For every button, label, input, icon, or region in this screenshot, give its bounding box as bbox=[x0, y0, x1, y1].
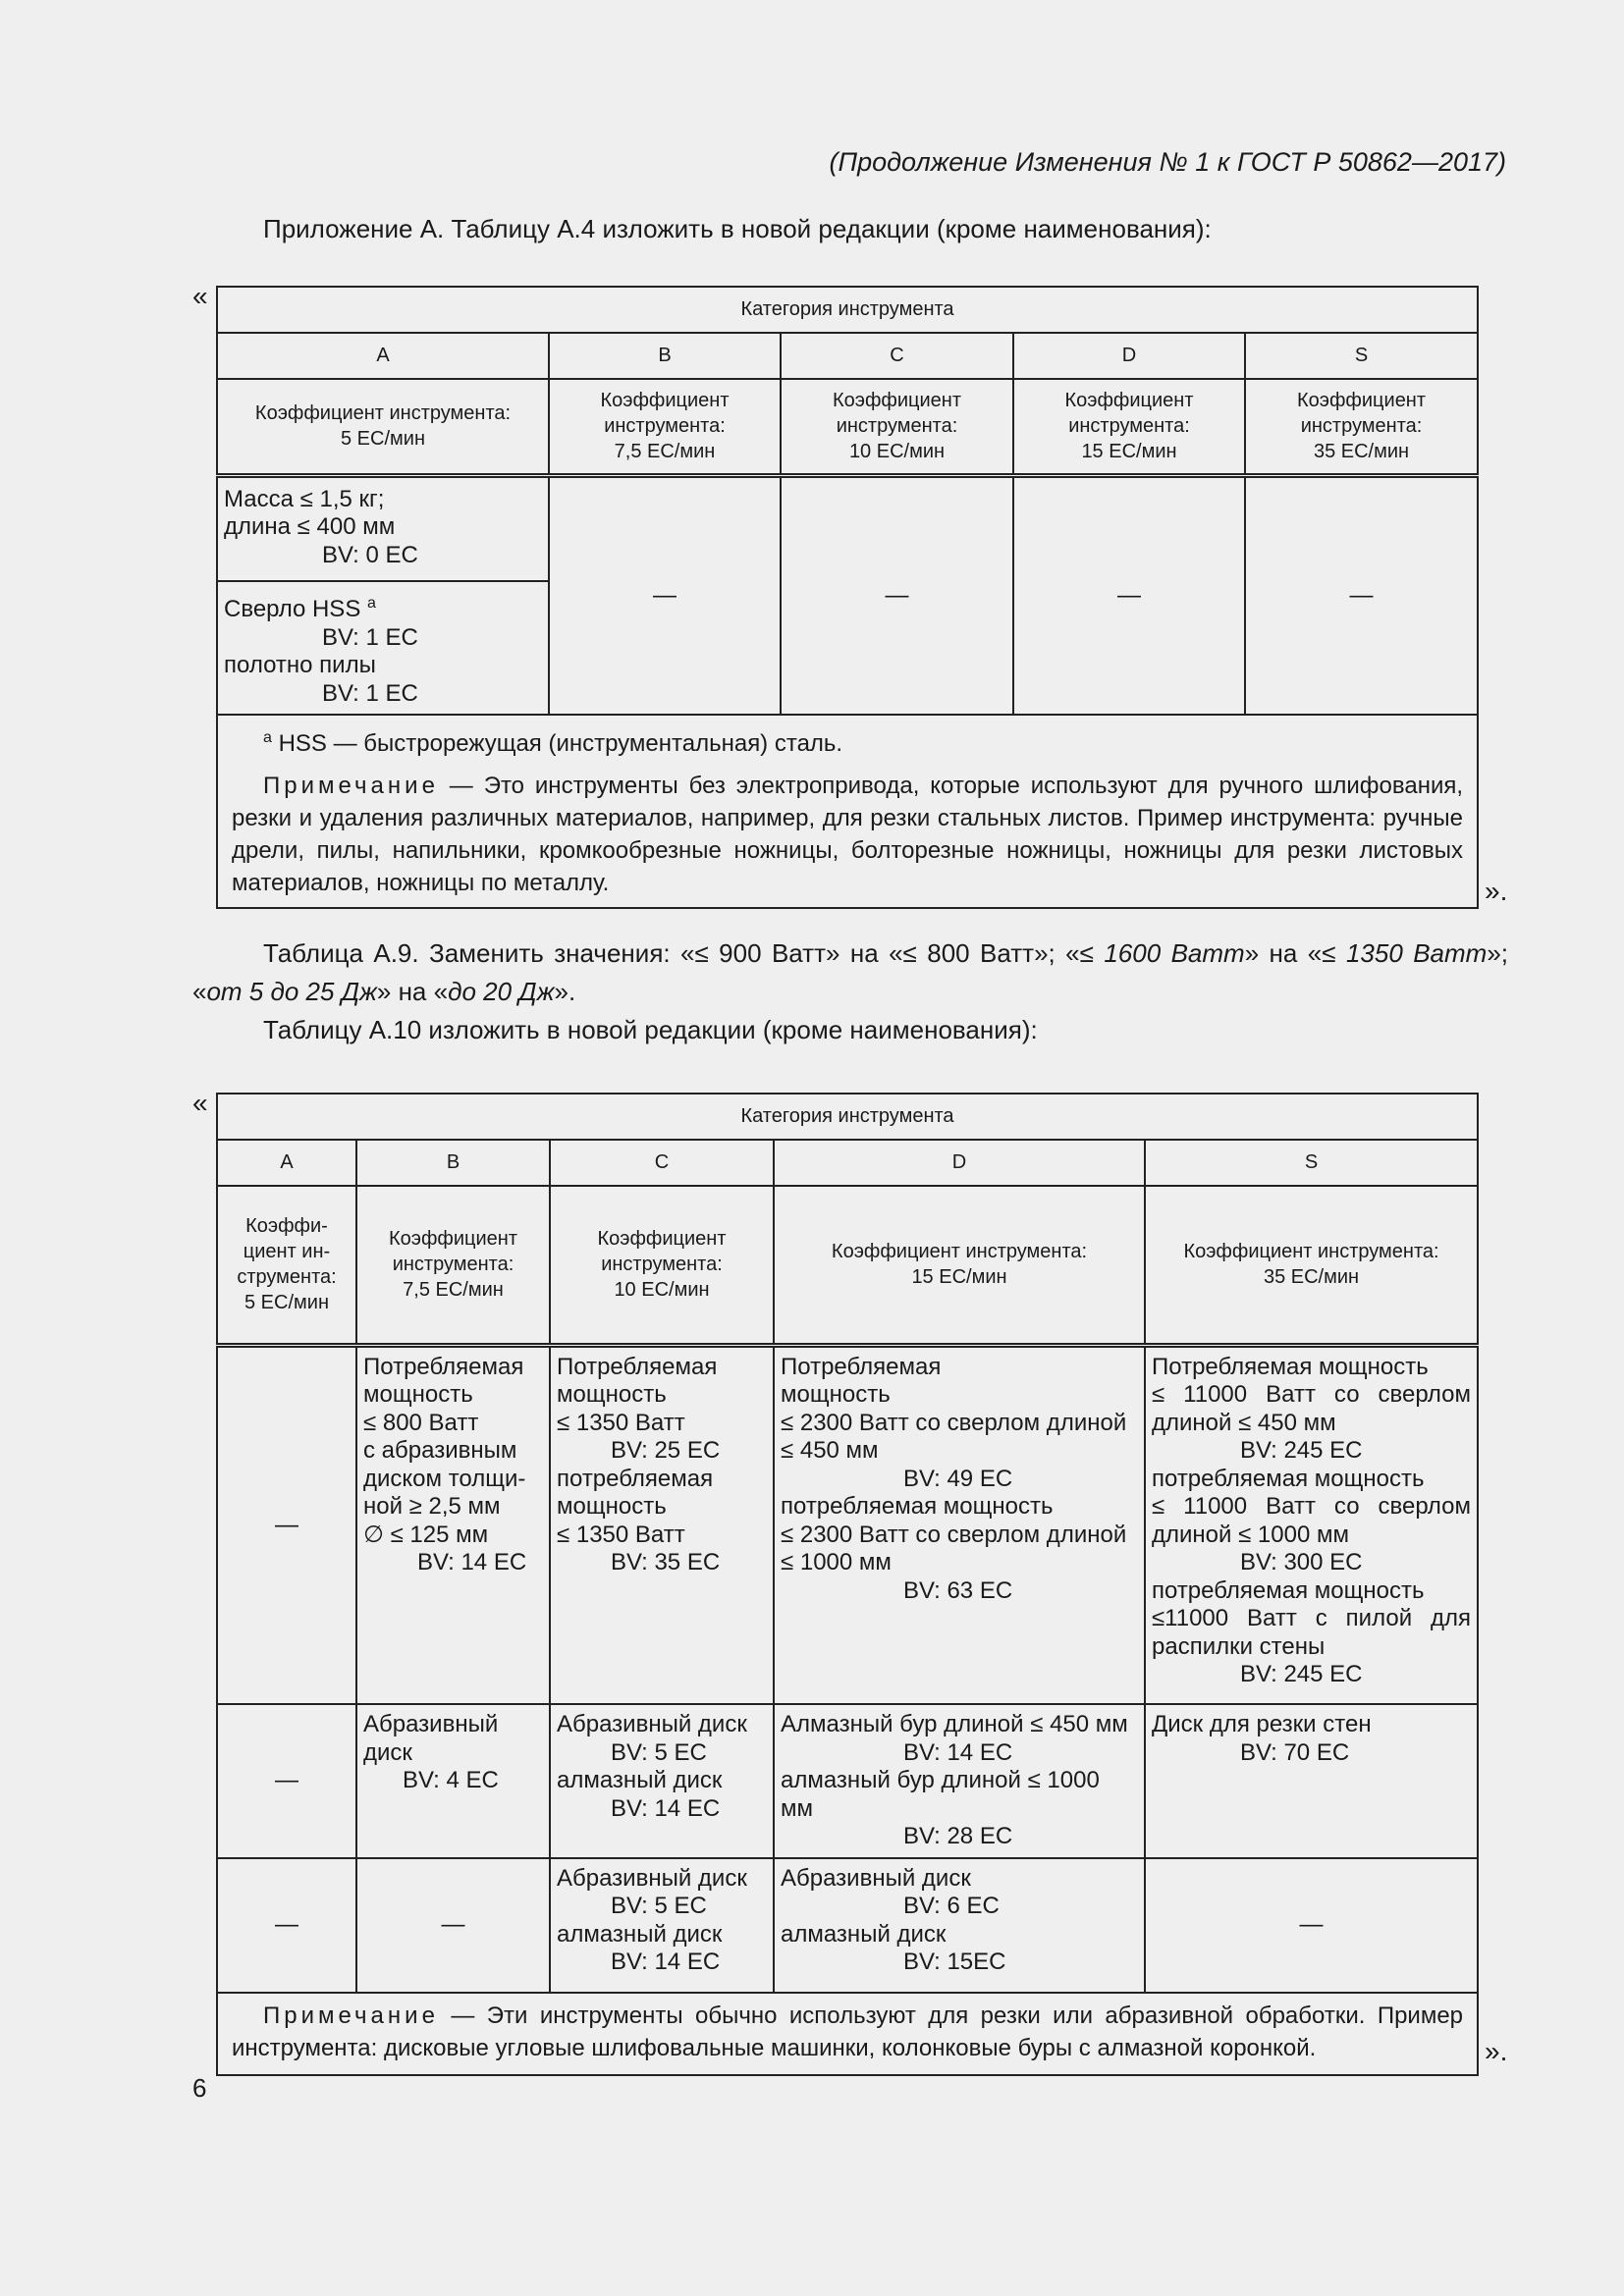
table-a10 bbox=[216, 1093, 1479, 2076]
dash-cell-d: — bbox=[1013, 475, 1245, 715]
quote-open-a10: « bbox=[192, 1088, 208, 1118]
r2-dash-a: — bbox=[217, 1704, 356, 1858]
coef-b: Коэффициент инструмента: 7,5 ЕС/мин bbox=[356, 1186, 550, 1345]
category-letter-d: D bbox=[774, 1140, 1145, 1186]
coef-d: Коэффициент инструмента: 15 ЕС/мин bbox=[1013, 379, 1245, 475]
coef-s: Коэффициент инструмента: 35 ЕС/мин bbox=[1245, 379, 1478, 475]
r3-dash-a: — bbox=[217, 1858, 356, 1993]
r3-dash-s: — bbox=[1145, 1858, 1478, 1993]
r1-dash-a: — bbox=[217, 1345, 356, 1704]
r1-cell-c: Потребляемая мощность ≤ 1350 Ватт BV: 25 ЕС потребляемая мощность ≤ 1350 Ватт BV: 35 ЕС bbox=[550, 1345, 774, 1704]
category-letter-a: A bbox=[217, 333, 549, 379]
category-letter-b: B bbox=[549, 333, 781, 379]
paragraph-a9: Таблица А.9. Заменить значения: «≤ 900 Ватт» на «≤ 800 Ватт»; «≤ 1600 Ватт» на «≤ 1350 Ватт»; «от 5 до 25 Дж» на «до 20 Дж». bbox=[192, 938, 1508, 1006]
coef-a: Коэффи- циент ин- струмента: 5 ЕС/мин bbox=[217, 1186, 356, 1345]
dash-cell-s: — bbox=[1245, 475, 1478, 715]
note-a10: Примечание — Эти инструменты обычно используют для резки или абразивной обработки. Пример инструмента: дисковые угловые шлифовальные машинки, колонковые буры с алмазной коронкой. bbox=[232, 2002, 1464, 2061]
category-letter-s: S bbox=[1145, 1140, 1478, 1186]
row-drill-cell: Сверло HSS $^a$ BV: 1 ЕС полотно пилы BV: 1 ЕС bbox=[217, 581, 549, 715]
running-header: (Продолжение Изменения № 1 к ГОСТ Р 50862—2017) bbox=[829, 147, 1506, 177]
note-cell-a4 bbox=[217, 715, 1478, 908]
r3-cell-c: Абразивный диск BV: 5 ЕС алмазный диск BV: 14 ЕС bbox=[550, 1858, 774, 1993]
r3-cell-d: Абразивный диск BV: 6 ЕС алмазный диск BV: 15ЕС bbox=[774, 1858, 1145, 1993]
note-a4: Примечание — Это инструменты без электропривода, которые используют для ручного шлифования, резки и удаления различных материалов, например, для резки стальных листов. Пример инструмента: ручные дрели, пилы, напильники, кромкообрезные ножницы, болторезные ножницы, ножницы для резки листовых материалов, ножницы по металлу. bbox=[232, 773, 1464, 896]
coef-s: Коэффициент инструмента: 35 ЕС/мин bbox=[1145, 1186, 1478, 1345]
r2-cell-c: Абразивный диск BV: 5 ЕС алмазный диск BV: 14 ЕС bbox=[550, 1704, 774, 1858]
coef-c: Коэффициент инструмента: 10 ЕС/мин bbox=[781, 379, 1013, 475]
quote-close-a4: ». bbox=[1485, 876, 1508, 906]
category-letter-a: A bbox=[217, 1140, 356, 1186]
r1-cell-b: Потребляемая мощность ≤ 800 Ватт с абразивным диском толщи- ной ≥ 2,5 мм ∅ ≤ 125 мм BV: 14 ЕС bbox=[356, 1345, 550, 1704]
quote-open-a4: « bbox=[192, 281, 208, 311]
page-number: 6 bbox=[192, 2073, 207, 2103]
intro-paragraph-a10: Таблицу А.10 изложить в новой редакции (кроме наименования): bbox=[263, 1015, 1038, 1044]
r1-cell-s: Потребляемая мощность ≤ 11000 Ватт со сверлом длиной ≤ 450 мм BV: 245 ЕС потребляемая мощность ≤ 11000 Ватт со сверлом длиной ≤ 1000 мм BV: 300 ЕС потребляемая мощность ≤11000 Ватт с пилой для распилки стены BV: 245 ЕС bbox=[1145, 1345, 1478, 1704]
r1-cell-d: Потребляемая мощность ≤ 2300 Ватт со сверлом длиной ≤ 450 мм BV: 49 ЕС потребляемая мощность ≤ 2300 Ватт со сверлом длиной ≤ 1000 мм BV: 63 ЕС bbox=[774, 1345, 1145, 1704]
category-letter-b: B bbox=[356, 1140, 550, 1186]
dash-cell-b: — bbox=[549, 475, 781, 715]
footnote-a4: $^a$ HSS — быстрорежущая (инструментальная) сталь. bbox=[263, 729, 843, 757]
category-letter-d: D bbox=[1013, 333, 1245, 379]
quote-close-a10: ». bbox=[1485, 2036, 1508, 2066]
coef-c: Коэффициент инструмента: 10 ЕС/мин bbox=[550, 1186, 774, 1345]
category-header: Категория инструмента bbox=[217, 287, 1478, 333]
r2-cell-b: Абразивный диск BV: 4 ЕС bbox=[356, 1704, 550, 1858]
coef-a: Коэффициент инструмента: 5 ЕС/мин bbox=[217, 379, 549, 475]
coef-d: Коэффициент инструмента: 15 ЕС/мин bbox=[774, 1186, 1145, 1345]
r2-cell-s: Диск для резки стен BV: 70 ЕС bbox=[1145, 1704, 1478, 1858]
row-mass-cell: Масса ≤ 1,5 кг; длина ≤ 400 мм BV: 0 ЕС bbox=[217, 475, 549, 581]
table-a4 bbox=[216, 286, 1479, 909]
intro-paragraph-a4: Приложение А. Таблицу А.4 изложить в новой редакции (кроме наименования): bbox=[263, 214, 1212, 243]
category-letter-s: S bbox=[1245, 333, 1478, 379]
coef-b: Коэффициент инструмента: 7,5 ЕС/мин bbox=[549, 379, 781, 475]
category-letter-c: C bbox=[781, 333, 1013, 379]
r2-cell-d: Алмазный бур длиной ≤ 450 мм BV: 14 ЕС алмазный бур длиной ≤ 1000 мм BV: 28 ЕС bbox=[774, 1704, 1145, 1858]
category-letter-c: C bbox=[550, 1140, 774, 1186]
note-cell-a10 bbox=[217, 1993, 1478, 2075]
category-header: Категория инструмента bbox=[217, 1094, 1478, 1140]
dash-cell-c: — bbox=[781, 475, 1013, 715]
r3-dash-b: — bbox=[356, 1858, 550, 1993]
